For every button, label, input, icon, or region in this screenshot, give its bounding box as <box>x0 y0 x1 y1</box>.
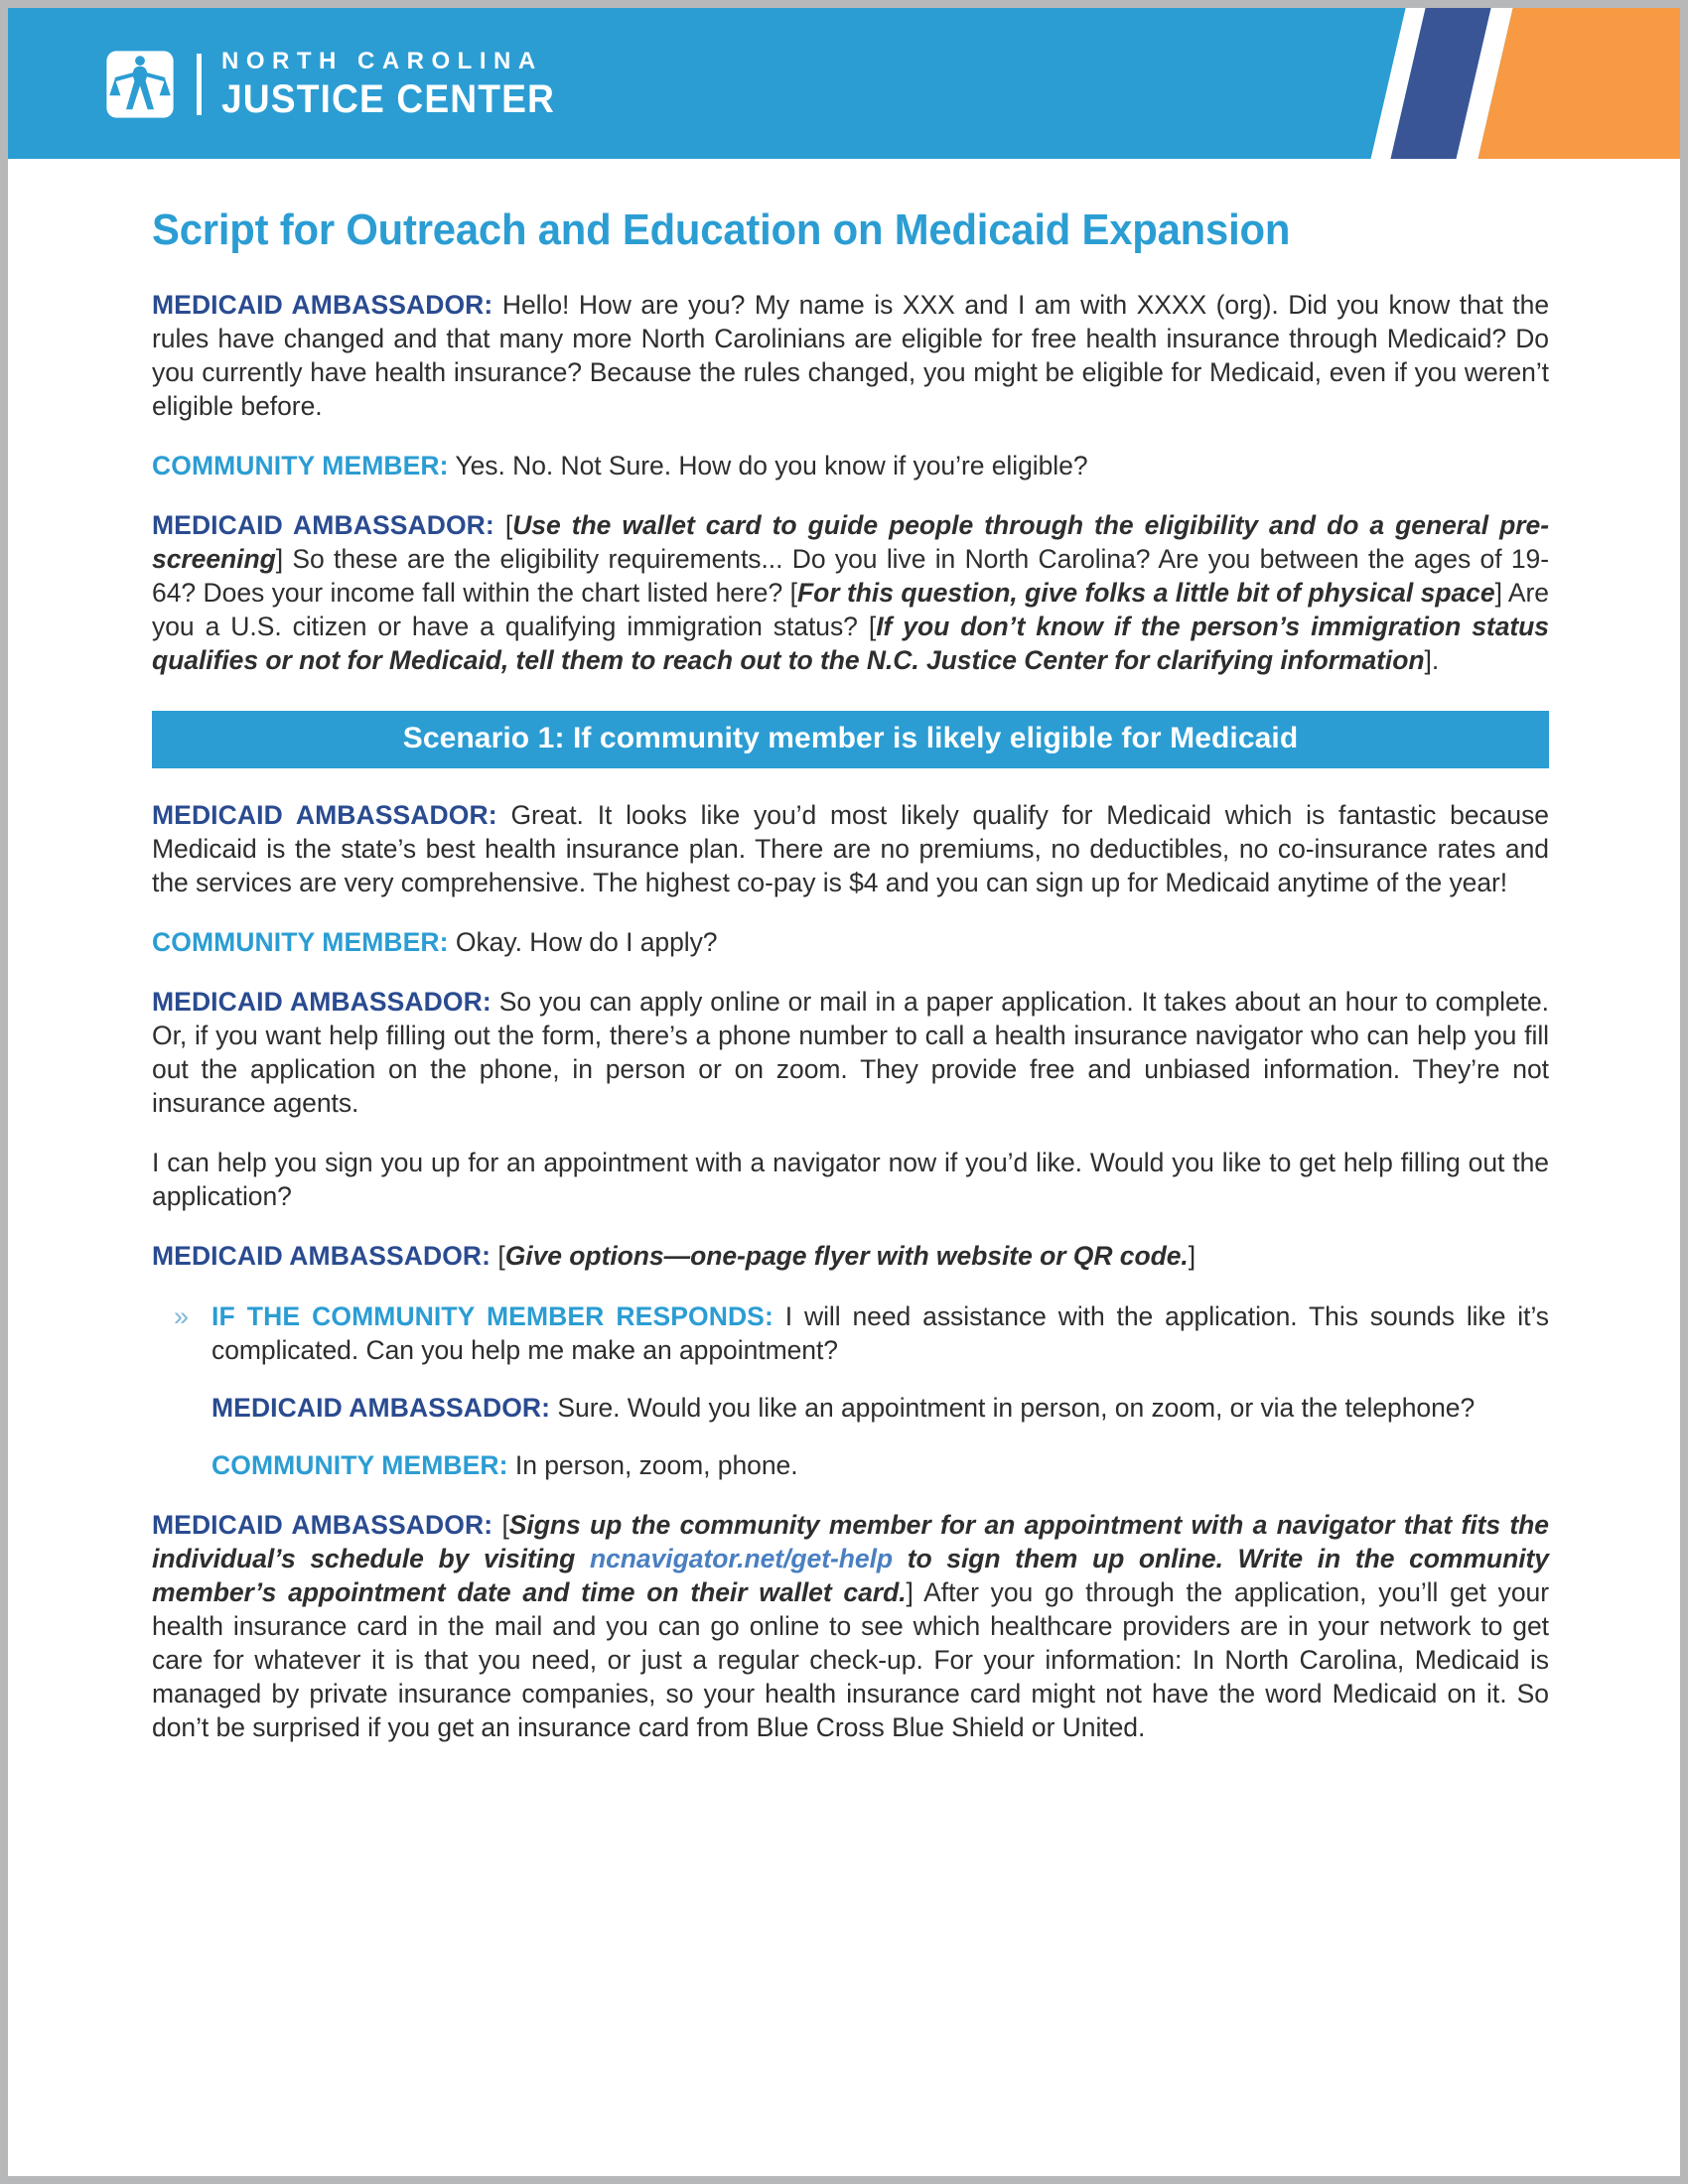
brand-line-justice-center: JUSTICE CENTER <box>221 77 556 121</box>
brand-text <box>221 50 580 119</box>
dialogue-text: Yes. No. Not Sure. How do you know if you’re eligible? <box>448 450 1088 480</box>
page-header <box>8 8 1680 159</box>
chevron-double-right-icon: » <box>174 1300 190 1331</box>
brand-divider <box>197 54 202 115</box>
header-diagonal-stripes <box>1283 8 1680 159</box>
speaker-label-ambassador: MEDICAID AMBASSADOR: <box>152 1241 492 1272</box>
speaker-label-ambassador: MEDICAID AMBASSADOR: <box>152 1509 493 1540</box>
dialogue-paragraph-1 <box>152 288 1549 423</box>
stage-direction-3: If you don’t know if the person’s immigration status qualifies or not for Medicaid, tell them to reach out to the N.C. Justice Center for clarifying information <box>152 611 1549 675</box>
scenario-1-banner: Scenario 1: If community member is likely eligible for Medicaid <box>152 711 1549 768</box>
speaker-label-ambassador: MEDICAID AMBASSADOR: <box>152 987 492 1018</box>
dialogue-paragraph-4 <box>152 798 1549 899</box>
speaker-label-ambassador: MEDICAID AMBASSADOR: <box>152 289 493 320</box>
dialogue-text: ] So these are the eligibility requirements... Do you live in North Carolina? Are you between the ages of 19-64? Does your income fall within the chart listed here? [ <box>152 543 1549 608</box>
dialogue-paragraph-5 <box>152 925 1549 959</box>
stage-direction-1: Use the wallet card to guide people through the eligibility and do a general pre-screening <box>152 509 1549 574</box>
dialogue-paragraph-10 <box>211 1391 1549 1425</box>
ncnavigator-link[interactable]: ncnavigator.net/get-help <box>589 1543 894 1573</box>
stage-direction-signup-b: to sign them up online. Write in the community member’s appointment date and time on their wallet card. <box>152 1543 1549 1607</box>
community-member-responds-block <box>152 1299 1549 1367</box>
bracket-open: [ <box>491 1241 505 1272</box>
bracket-open: [ <box>493 509 513 540</box>
dialogue-text: Hello! How are you? My name is XXX and I am with XXXX (org). Did you know that the rules have changed and that many more North Carolinians are eligible for free health insurance through Medicaid? Do you currently have health insurance? Because the rules changed, you might be eligible for Medicaid, even if you weren’t eligible before. <box>152 289 1550 421</box>
dialogue-text: Sure. Would you like an appointment in person, on zoom, or via the telephone? <box>550 1392 1476 1423</box>
dialogue-paragraph-12 <box>152 1508 1549 1744</box>
dialogue-text: I will need assistance with the application. This sounds like it’s complicated. Can you help me make an appointment? <box>211 1300 1550 1365</box>
bracket-close: ]. <box>1424 644 1440 675</box>
brand-lockup <box>105 48 580 121</box>
speaker-label-community-member: COMMUNITY MEMBER: <box>152 927 449 958</box>
dialogue-text: Okay. How do I apply? <box>448 927 718 958</box>
document-content <box>8 159 1680 1744</box>
speaker-label-ambassador: MEDICAID AMBASSADOR: <box>211 1392 551 1423</box>
dialogue-text: In person, zoom, phone. <box>507 1449 798 1480</box>
dialogue-paragraph-3 <box>152 508 1549 677</box>
document-page <box>8 8 1680 2176</box>
stage-direction-2: For this question, give folks a little bit of physical space <box>796 577 1495 608</box>
dialogue-paragraph-9 <box>211 1299 1549 1367</box>
nested-dialogue-block <box>152 1391 1549 1482</box>
dialogue-paragraph-8 <box>152 1239 1549 1273</box>
brand-line-north-carolina: NORTH CAROLINA <box>221 48 543 74</box>
stage-direction-give-options: Give options—one-page flyer with website or QR code. <box>504 1241 1189 1272</box>
dialogue-paragraph-11 <box>211 1448 1549 1482</box>
dialogue-paragraph-7: I can help you sign you up for an appointment with a navigator now if you’d like. Would you like to get help filling out the application? <box>152 1148 1549 1212</box>
dialogue-paragraph-6 <box>152 985 1549 1120</box>
speaker-label-ambassador: MEDICAID AMBASSADOR: <box>152 799 497 830</box>
speaker-label-responds: IF THE COMMUNITY MEMBER RESPONDS: <box>211 1300 774 1331</box>
dialogue-text: ] After you go through the application, you’ll get your health insurance card in the mail and you can go online to see which healthcare providers are in your network to get care for whatever it is that you need, or just a regular check-up. For your information: In North Carolina, Medicaid is managed by private insurance companies, so your health insurance card might not have the word Medicaid on it. So don’t be surprised if you get an insurance card from Blue Cross Blue Shield or United. <box>152 1576 1549 1742</box>
dialogue-text: ] Are you a U.S. citizen or have a qualifying immigration status? [ <box>152 577 1549 641</box>
stage-direction-signup-a: Signs up the community member for an appointment with a navigator that fits the individual’s schedule by visiting <box>152 1509 1549 1573</box>
page-title: Script for Outreach and Education on Medicaid Expansion <box>152 205 1291 254</box>
dialogue-text: So you can apply online or mail in a paper application. It takes about an hour to complete. Or, if you want help filling out the form, there’s a phone number to call a health insurance navigator who can help you fill out the application on the phone, in person or on zoom. They provide free and unbiased information. They’re not insurance agents. <box>152 987 1549 1119</box>
justice-scales-figure-icon <box>105 50 175 119</box>
speaker-label-ambassador: MEDICAID AMBASSADOR: <box>152 509 494 540</box>
bracket-close: ] <box>1188 1241 1196 1272</box>
bullet-body <box>211 1299 1549 1367</box>
dialogue-text: Great. It looks like you’d most likely qualify for Medicaid which is fantastic because Medicaid is the state’s best health insurance plan. There are no premiums, no deductibles, no co-insurance rates and the services are very comprehensive. The highest co-pay is $4 and you can sign up for Medicaid anytime of the year! <box>152 799 1549 898</box>
speaker-label-community-member: COMMUNITY MEMBER: <box>152 450 449 480</box>
speaker-label-community-member: COMMUNITY MEMBER: <box>211 1449 508 1480</box>
dialogue-paragraph-2 <box>152 449 1549 482</box>
bracket-open: [ <box>492 1509 509 1540</box>
